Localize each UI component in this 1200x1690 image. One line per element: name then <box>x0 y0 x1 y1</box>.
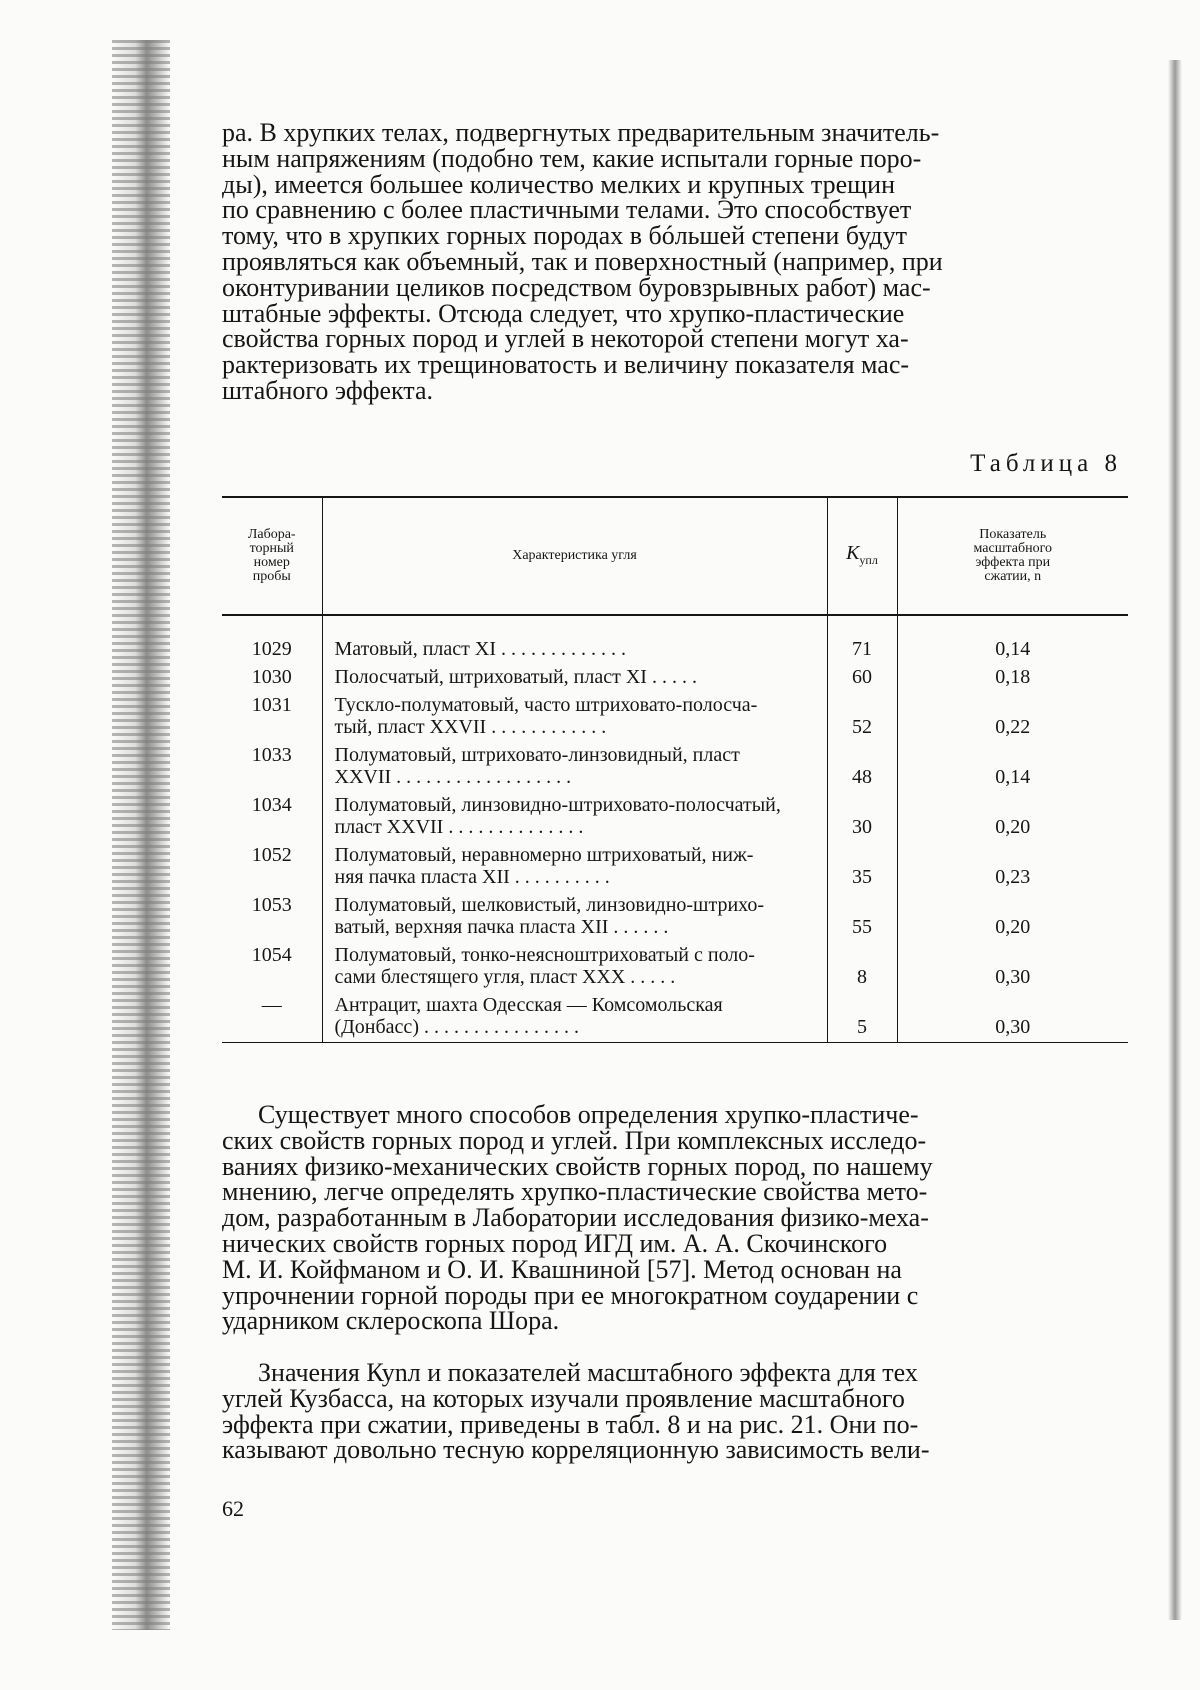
table-row <box>222 991 1128 1043</box>
header-sample: Лабора- торный номер пробы <box>222 497 322 615</box>
coal-properties-table <box>222 496 1128 1043</box>
row-kupl-value: 52 <box>827 691 897 741</box>
row-coal-characteristic: Полуматовый, неравномерно штриховатый, ниж- няя пачка пласта XII . . . . . . . . . . <box>322 841 827 891</box>
page-number: 62 <box>222 1496 244 1522</box>
row-scale-effect-index: 0,30 <box>897 941 1128 991</box>
table-header-row <box>222 497 1128 615</box>
row-coal-characteristic: Полуматовый, штриховато-линзовидный, пласт XXVII . . . . . . . . . . . . . . . . . . <box>322 741 827 791</box>
row-coal-characteristic: Матовый, пласт XI . . . . . . . . . . . . . <box>322 615 827 663</box>
row-kupl-value: 60 <box>827 663 897 691</box>
header-kupl <box>827 497 897 615</box>
paragraph-intro: ра. В хрупких телах, подвергнутых предварительным значитель- ным напряжениям (подобно тем, какие испытали горные поро- ды), имеется большее количество мелких и крупных трещин по сравнению с более пластичными телами. Это способствует тому, что в хрупких горных породах в бóльшей степени будут проявляться как объемный, так и поверхностный (например, при оконтуривании целиков посредством буровзрывных работ) мас- штабные эффекты. Отсюда следует, что хрупко-пластические свойства горных пород и углей в некоторой степени могут ха- рактеризовать их трещиноватость и величину показателя мас- штабного эффекта. <box>222 120 1128 404</box>
row-scale-effect-index: 0,14 <box>897 741 1128 791</box>
table-caption: Таблица 8 <box>906 450 1122 478</box>
table-row <box>222 941 1128 991</box>
paragraph-values: Значения Куnл и показателей масштабного эффекта для тех углей Кузбасса, на которых изучали проявление масштабного эффекта при сжатии, приведены в табл. 8 и на рис. 21. Они по- казывают довольно тесную корреляционную зависимость вели- <box>222 1360 1128 1463</box>
header-kupl-main: К <box>846 542 859 564</box>
row-coal-characteristic: Полосчатый, штриховатый, пласт XI . . . . . <box>322 663 827 691</box>
table-row <box>222 741 1128 791</box>
row-scale-effect-index: 0,30 <box>897 991 1128 1043</box>
row-kupl-value: 71 <box>827 615 897 663</box>
row-scale-effect-index: 0,18 <box>897 663 1128 691</box>
table-row <box>222 791 1128 841</box>
row-kupl-value: 35 <box>827 841 897 891</box>
row-sample-number: 1052 <box>222 841 322 891</box>
row-sample-number: 1029 <box>222 615 322 663</box>
row-sample-number: 1034 <box>222 791 322 841</box>
header-index: Показатель масштабного эффекта при сжатии, n <box>897 497 1128 615</box>
scan-shadow-right <box>1168 60 1182 1620</box>
row-sample-number: 1033 <box>222 741 322 791</box>
row-kupl-value: 48 <box>827 741 897 791</box>
row-sample-number: 1053 <box>222 891 322 941</box>
row-scale-effect-index: 0,22 <box>897 691 1128 741</box>
paragraph-methods: Существует много способов определения хрупко-пластиче- ских свойств горных пород и углей. При комплексных исследо- ваниях физико-механических свойств горных пород, по нашему мнению, легче определять хрупко-пластические свойства мето- дом, разработанным в Лаборатории исследования физико-меха- нических свойств горных пород ИГД им. А. А. Скочинского М. И. Койфманом и О. И. Квашниной [57]. Метод основан на упрочнении горной породы при ее многократном соударении с ударником склероскопа Шора. <box>222 1102 1128 1334</box>
row-coal-characteristic: Полуматовый, шелковистый, линзовидно-штрихо- ватый, верхняя пачка пласта XII . . . . . . <box>322 891 827 941</box>
table-row <box>222 615 1128 663</box>
table-body <box>222 615 1128 1043</box>
row-coal-characteristic: Полуматовый, тонко-неясноштриховатый с поло- сами блестящего угля, пласт XXX . . . . . <box>322 941 827 991</box>
row-sample-number: 1031 <box>222 691 322 741</box>
row-kupl-value: 55 <box>827 891 897 941</box>
table-row <box>222 663 1128 691</box>
table-row <box>222 691 1128 741</box>
row-coal-characteristic: Полуматовый, линзовидно-штриховато-полосчатый, пласт XXVII . . . . . . . . . . . . . . <box>322 791 827 841</box>
row-kupl-value: 8 <box>827 941 897 991</box>
row-kupl-value: 30 <box>827 791 897 841</box>
row-kupl-value: 5 <box>827 991 897 1043</box>
table-row <box>222 841 1128 891</box>
row-coal-characteristic: Тускло-полуматовый, часто штриховато-полосча- тый, пласт XXVII . . . . . . . . . . . . <box>322 691 827 741</box>
row-sample-number: 1030 <box>222 663 322 691</box>
row-sample-number: 1054 <box>222 941 322 991</box>
row-scale-effect-index: 0,20 <box>897 891 1128 941</box>
row-scale-effect-index: 0,14 <box>897 615 1128 663</box>
row-scale-effect-index: 0,23 <box>897 841 1128 891</box>
table-row <box>222 891 1128 941</box>
row-coal-characteristic: Антрацит, шахта Одесская — Комсомольская (Донбасс) . . . . . . . . . . . . . . . . <box>322 991 827 1043</box>
scan-shadow-left <box>112 40 170 1630</box>
row-sample-number: — <box>222 991 322 1043</box>
header-kupl-sub: упл <box>859 553 877 567</box>
row-scale-effect-index: 0,20 <box>897 791 1128 841</box>
header-characteristic: Характеристика угля <box>322 497 827 615</box>
